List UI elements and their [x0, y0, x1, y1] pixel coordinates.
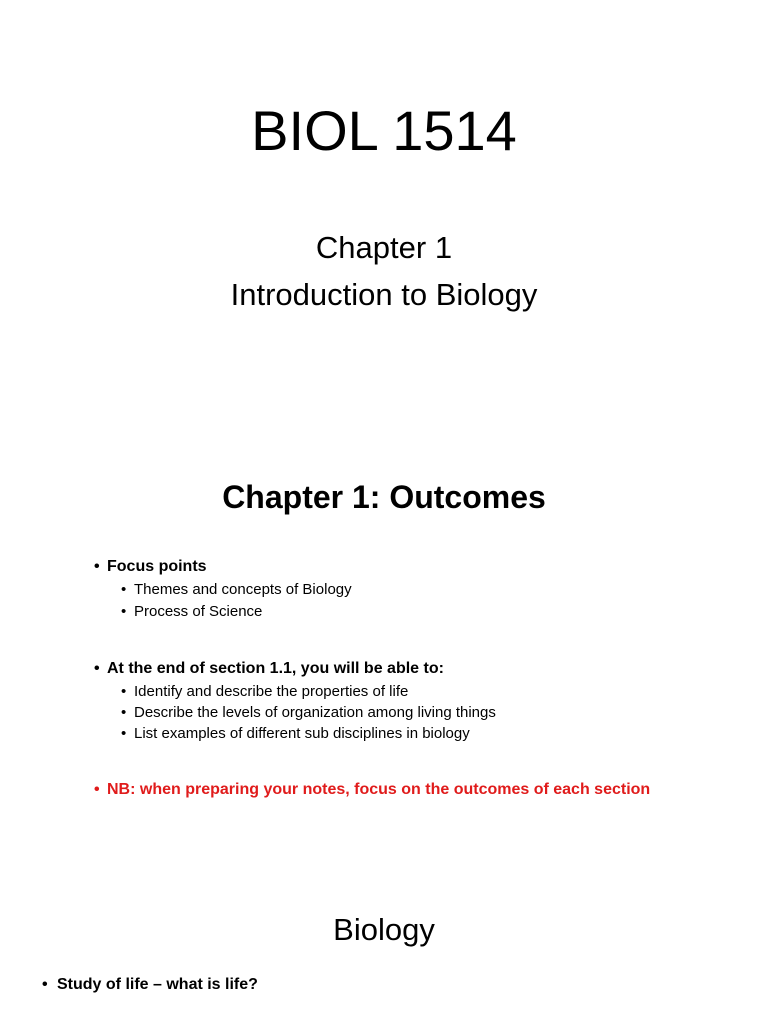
list-item	[121, 723, 470, 744]
bullet-icon: •	[94, 558, 100, 575]
list-item-text: Describe the levels of organization among living things	[134, 704, 496, 721]
bullet-icon: •	[94, 781, 100, 798]
bullet-icon: •	[94, 660, 100, 677]
chapter-number: Chapter 1	[315, 230, 453, 265]
nb-note	[94, 780, 654, 800]
list-item	[121, 681, 408, 702]
list-item	[121, 702, 496, 723]
list-item	[121, 579, 352, 600]
focus-points-bullet	[94, 557, 207, 577]
bullet-heading: Focus points	[107, 558, 207, 575]
bullet-icon: •	[121, 704, 127, 721]
list-item	[42, 975, 258, 995]
bullet-heading: At the end of section 1.1, you will be able to:	[107, 660, 444, 677]
list-item-text: List examples of different sub disciplines in biology	[134, 725, 470, 742]
list-item-text: Study of life – what is life?	[57, 976, 258, 993]
list-item-text: Themes and concepts of Biology	[134, 581, 352, 598]
section-outcomes-bullet	[94, 659, 444, 679]
course-title: BIOL 1514	[251, 99, 517, 162]
list-item-text: Identify and describe the properties of life	[134, 683, 409, 700]
outcomes-title: Chapter 1: Outcomes	[222, 479, 546, 515]
bullet-icon: •	[42, 976, 48, 993]
list-item	[121, 601, 262, 622]
bullet-icon: •	[121, 683, 127, 700]
bullet-icon: •	[121, 725, 127, 742]
biology-title: Biology	[333, 912, 435, 947]
chapter-subtitle: Introduction to Biology	[230, 277, 538, 312]
bullet-icon: •	[121, 581, 127, 598]
bullet-icon: •	[121, 603, 127, 620]
list-item-text: Process of Science	[134, 603, 263, 620]
nb-note-text: NB: when preparing your notes, focus on the outcomes of each section	[107, 781, 651, 798]
